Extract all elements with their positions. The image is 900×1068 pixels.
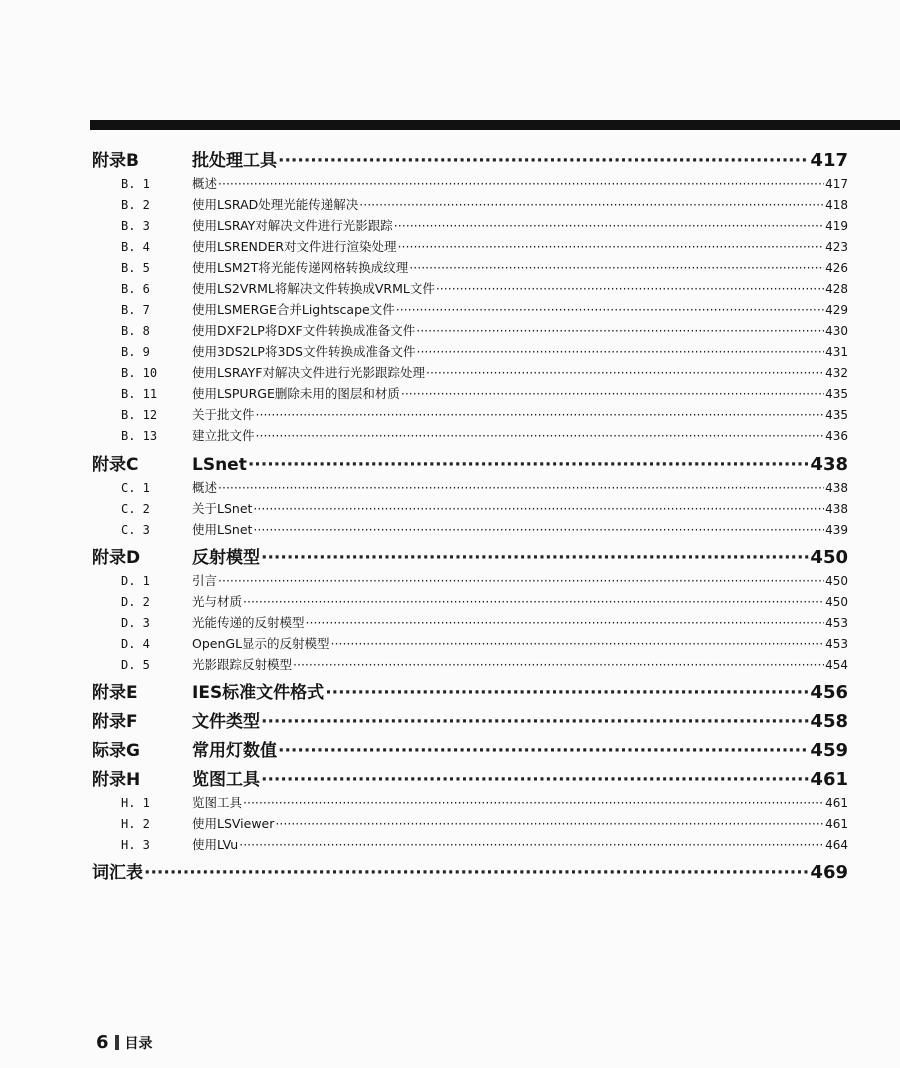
- toc-title: 使用LSRENDER对文件进行渲染处理: [192, 239, 397, 254]
- toc-page-number: 461: [825, 817, 848, 831]
- toc-chapter-row: [92, 736, 848, 761]
- toc-leader-dots: [144, 863, 809, 880]
- toc-number: D. 1: [121, 574, 150, 588]
- toc-title: 使用LSViewer: [192, 816, 275, 831]
- toc-number: D. 4: [121, 637, 150, 651]
- toc-section-row: [92, 613, 848, 631]
- toc-title: 使用LSRAYF对解决文件进行光影跟踪处理: [192, 365, 425, 380]
- toc-leader-dots: [248, 455, 810, 472]
- toc-number: B. 11: [121, 387, 158, 401]
- toc-section-row: [92, 237, 848, 255]
- toc-title: 光与材质: [192, 594, 243, 609]
- toc-leader-dots: [394, 218, 824, 231]
- toc-leader-dots: [293, 657, 824, 670]
- toc-title: 关于批文件: [192, 407, 255, 422]
- toc-page-number: 417: [825, 177, 848, 191]
- toc-number: 附录F: [92, 712, 138, 732]
- toc-title: LSnet: [192, 455, 247, 475]
- toc-title: 光能传递的反射模型: [192, 615, 305, 630]
- toc-section-row: [92, 258, 848, 276]
- toc-title: OpenGL显示的反射模型: [192, 636, 330, 651]
- toc-leader-dots: [278, 151, 809, 168]
- toc-number: 附录E: [92, 683, 138, 703]
- toc-number: B. 7: [121, 303, 150, 317]
- toc-title: 使用LSRAD处理光能传递解决: [192, 197, 359, 212]
- toc-page-number: 464: [825, 838, 848, 852]
- toc-chapter-row: [92, 450, 848, 475]
- toc-chapter-row: [92, 765, 848, 790]
- toc-section-row: [92, 793, 848, 811]
- toc-leader-dots: [275, 816, 824, 829]
- toc-number: C. 2: [121, 502, 150, 516]
- toc-page-number: 453: [825, 616, 848, 630]
- toc-page-number: 428: [825, 282, 848, 296]
- toc-section-row: [92, 384, 848, 402]
- toc-section-row: [92, 279, 848, 297]
- toc-page-number: 435: [825, 408, 848, 422]
- toc-page-number: 459: [810, 740, 848, 761]
- toc-chapter-row: [92, 858, 848, 883]
- toc-title: IES标准文件格式: [192, 683, 325, 703]
- toc-title: 使用DXF2LP将DXF文件转换成准备文件: [192, 323, 416, 338]
- toc-title: 览图工具: [192, 770, 260, 790]
- toc-chapter-row: [92, 146, 848, 171]
- page-footer: [96, 1032, 153, 1053]
- toc-title: 概述: [192, 480, 218, 495]
- toc-page-number: 426: [825, 261, 848, 275]
- toc-title: 引言: [192, 573, 218, 588]
- toc-number: 附录H: [92, 770, 141, 790]
- toc-page-number: 438: [810, 454, 848, 475]
- toc-number: H. 2: [121, 817, 150, 831]
- toc-title: 使用LSnet: [192, 522, 253, 537]
- toc-section-row: [92, 592, 848, 610]
- toc-section-row: [92, 426, 848, 444]
- toc-leader-dots: [278, 741, 809, 758]
- toc-leader-dots: [401, 386, 824, 399]
- header-rule: [90, 120, 900, 130]
- toc-number: C. 3: [121, 523, 150, 537]
- toc-leader-dots: [416, 323, 824, 336]
- toc-title: 词汇表: [92, 863, 143, 883]
- toc-title: 使用LSRAY对解决文件进行光影跟踪: [192, 218, 393, 233]
- toc-number: D. 5: [121, 658, 150, 672]
- toc-page-number: 439: [825, 523, 848, 537]
- toc-leader-dots: [243, 594, 824, 607]
- footer-section-label: 目录: [124, 1035, 153, 1052]
- toc-page-number: 458: [810, 711, 848, 732]
- toc-number: H. 1: [121, 796, 150, 810]
- toc-page-number: 435: [825, 387, 848, 401]
- toc-title: 概述: [192, 176, 218, 191]
- toc-title: 关于LSnet: [192, 501, 253, 516]
- toc-leader-dots: [325, 683, 809, 700]
- toc-number: C. 1: [121, 481, 150, 495]
- toc-number: B. 10: [121, 366, 158, 380]
- toc-section-row: [92, 571, 848, 589]
- toc-number: B. 3: [121, 219, 150, 233]
- toc-leader-dots: [243, 795, 824, 808]
- toc-title: 使用LVu: [192, 837, 239, 852]
- toc-title: 使用LSM2T将光能传递网格转换成纹理: [192, 260, 409, 275]
- toc-title: 反射模型: [192, 548, 260, 568]
- toc-page-number: 436: [825, 429, 848, 443]
- toc-title: 光影跟踪反射模型: [192, 657, 293, 672]
- toc-leader-dots: [218, 176, 824, 189]
- toc-page-number: 453: [825, 637, 848, 651]
- toc-leader-dots: [256, 407, 825, 420]
- page-number: 6: [96, 1032, 109, 1053]
- toc-title: 使用3DS2LP将3DS文件转换成准备文件: [192, 344, 416, 359]
- toc-page-number: 450: [810, 547, 848, 568]
- toc-page-number: 419: [825, 219, 848, 233]
- toc-page-number: 430: [825, 324, 848, 338]
- toc-leader-dots: [396, 302, 824, 315]
- toc-section-row: [92, 174, 848, 192]
- toc-section-row: [92, 300, 848, 318]
- toc-title: 常用灯数值: [192, 741, 277, 761]
- toc-page-number: 438: [825, 502, 848, 516]
- toc-title: 使用LSPURGE删除未用的图层和材质: [192, 386, 400, 401]
- toc-number: B. 6: [121, 282, 150, 296]
- toc-leader-dots: [261, 770, 809, 787]
- toc-number: B. 8: [121, 324, 150, 338]
- toc-leader-dots: [253, 501, 824, 514]
- toc-section-row: [92, 499, 848, 517]
- toc-section-row: [92, 655, 848, 673]
- toc-leader-dots: [256, 428, 825, 441]
- toc-number: 附录C: [92, 455, 139, 475]
- toc-number: B. 12: [121, 408, 158, 422]
- toc-page-number: 456: [810, 682, 848, 703]
- toc-chapter-row: [92, 707, 848, 732]
- toc-page-number: 438: [825, 481, 848, 495]
- toc-page-number: 423: [825, 240, 848, 254]
- toc-section-row: [92, 835, 848, 853]
- toc-number: B. 9: [121, 345, 150, 359]
- toc-leader-dots: [218, 480, 824, 493]
- toc-number: B. 5: [121, 261, 150, 275]
- toc-title: 批处理工具: [192, 151, 277, 171]
- toc-leader-dots: [218, 573, 824, 586]
- footer-bar: [115, 1035, 119, 1050]
- toc-title: 使用LS2VRML将解决文件转换成VRML文件: [192, 281, 435, 296]
- toc-leader-dots: [426, 365, 824, 378]
- toc-section-row: [92, 478, 848, 496]
- toc-section-row: [92, 405, 848, 423]
- toc-leader-dots: [306, 615, 825, 628]
- toc-section-row: [92, 814, 848, 832]
- toc-title: 文件类型: [192, 712, 260, 732]
- toc-page-number: 432: [825, 366, 848, 380]
- toc-chapter-row: [92, 678, 848, 703]
- toc-section-row: [92, 363, 848, 381]
- toc-leader-dots: [416, 344, 824, 357]
- toc-page-number: 454: [825, 658, 848, 672]
- toc-page-number: 417: [810, 150, 848, 171]
- toc-page-number: 469: [810, 862, 848, 883]
- toc-number: B. 4: [121, 240, 150, 254]
- toc-page-number: 461: [825, 796, 848, 810]
- toc-page-number: 450: [825, 595, 848, 609]
- toc-page-number: 461: [810, 769, 848, 790]
- toc-leader-dots: [331, 636, 825, 649]
- toc-leader-dots: [398, 239, 825, 252]
- toc-leader-dots: [359, 197, 824, 210]
- toc-number: D. 3: [121, 616, 150, 630]
- toc-number: H. 3: [121, 838, 150, 852]
- toc-page-number: 450: [825, 574, 848, 588]
- toc-leader-dots: [253, 522, 824, 535]
- toc-section-row: [92, 634, 848, 652]
- toc-leader-dots: [239, 837, 824, 850]
- toc-title: 览图工具: [192, 795, 243, 810]
- toc-chapter-row: [92, 543, 848, 568]
- toc-number: B. 13: [121, 429, 158, 443]
- toc-number: 附录B: [92, 151, 139, 171]
- toc-section-row: [92, 216, 848, 234]
- toc-leader-dots: [409, 260, 824, 273]
- toc-leader-dots: [436, 281, 824, 294]
- toc-number: D. 2: [121, 595, 150, 609]
- toc-page-number: 418: [825, 198, 848, 212]
- toc-page-number: 431: [825, 345, 848, 359]
- toc-number: B. 1: [121, 177, 150, 191]
- toc-number: 附录D: [92, 548, 141, 568]
- toc-section-row: [92, 342, 848, 360]
- toc-title: 使用LSMERGE合并Lightscape文件: [192, 302, 395, 317]
- toc-page-number: 429: [825, 303, 848, 317]
- toc-number: 际录G: [92, 741, 140, 761]
- toc-section-row: [92, 195, 848, 213]
- toc-leader-dots: [261, 548, 809, 565]
- toc-title: 建立批文件: [192, 428, 255, 443]
- toc-number: B. 2: [121, 198, 150, 212]
- toc-leader-dots: [261, 712, 809, 729]
- toc-section-row: [92, 321, 848, 339]
- toc-section-row: [92, 520, 848, 538]
